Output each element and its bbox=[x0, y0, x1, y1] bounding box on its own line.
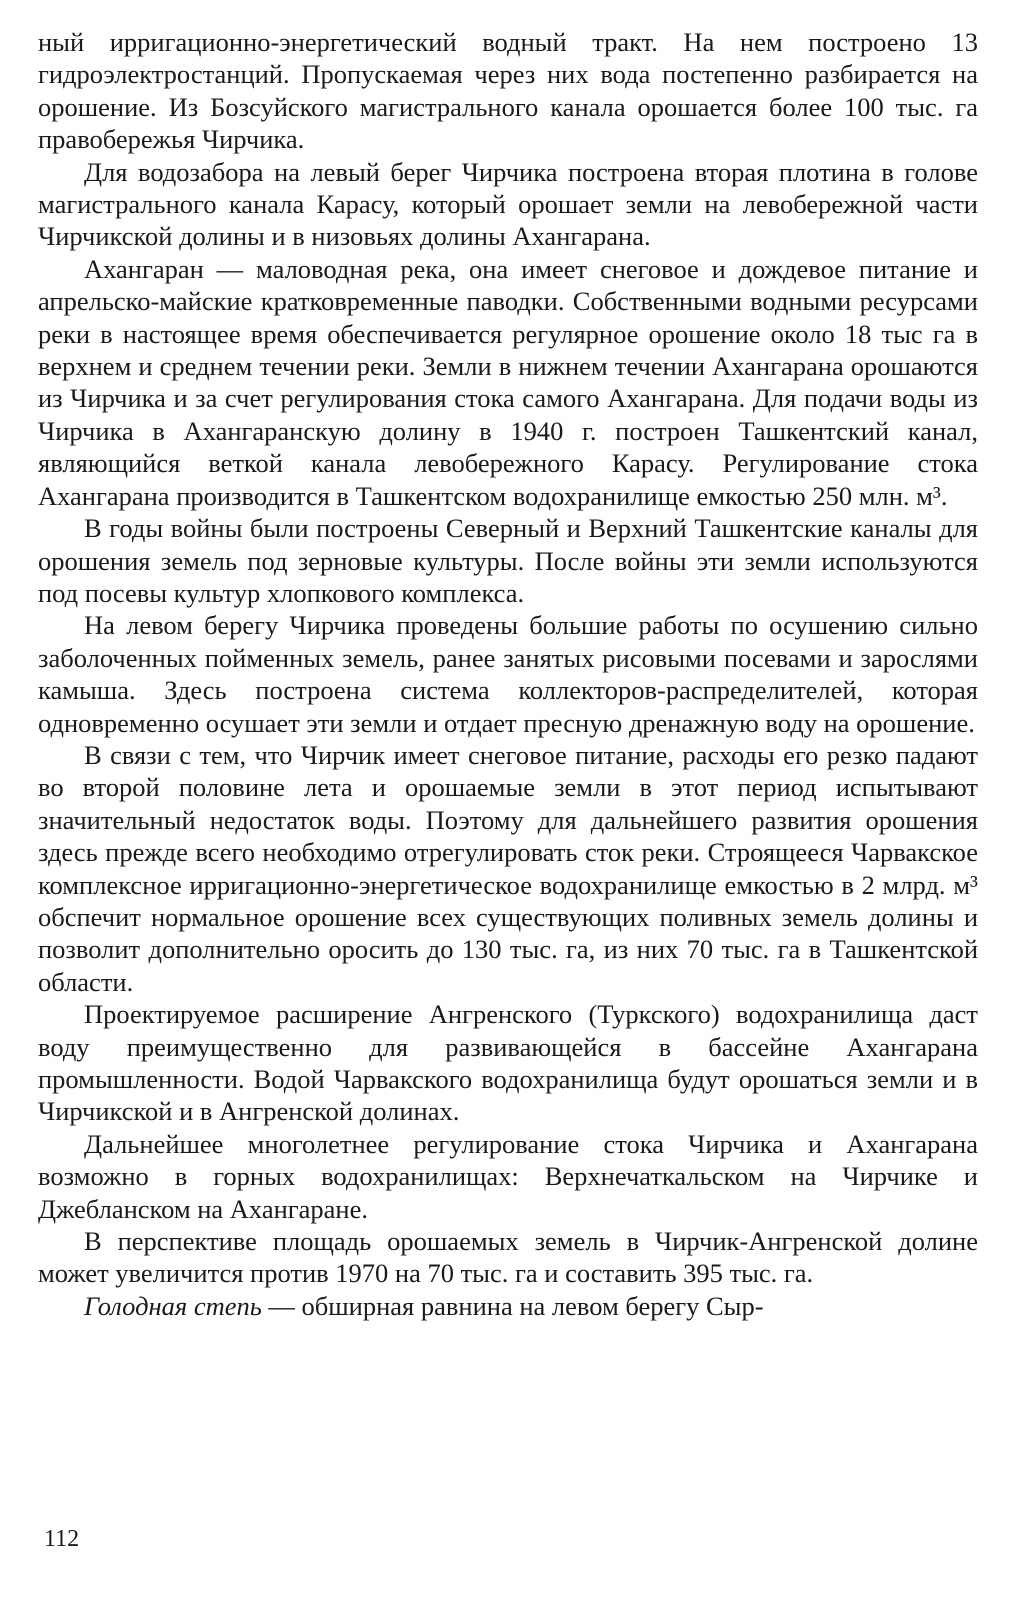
paragraph-4: На левом берегу Чирчика проведены большие работы по осушению сильно заболоченных пойменных земель, ранее занятых рисовыми посевами и зарослями камыша. Здесь построена система коллекторов-распределителей, которая одновременно осушает эти земли и отдает пресную дренажную воду на орошение. bbox=[38, 610, 978, 738]
paragraph-1: Для водозабора на левый берег Чирчика построена вторая плотина в голове магистрального канала Карасу, который орошает земли на левобережной части Чирчикской долины и в низовьях долины Ахангарана. bbox=[38, 156, 978, 252]
italic-term: Голодная степь bbox=[84, 1290, 262, 1321]
page-body bbox=[38, 26, 978, 1322]
paragraph-6: Проектируемое расширение Ангренского (Туркского) водохранилища даст воду преимущественно для развивающейся в бассейне Ахангарана промышленности. Водой Чарвакского водохранилища будут орошаться земли и в Чирчикской и в Ангренской долинах. bbox=[38, 999, 978, 1127]
paragraph-5: В связи с тем, что Чирчик имеет снеговое питание, расходы его резко падают во второй половине лета и орошаемые земли в этот период испытывают значительный недостаток воды. Поэтому для дальнейшего развития орошения здесь прежде всего необходимо отрегулировать сток реки. Строящееся Чарвакское комплексное ирригационно-энергетическое водохранилище емкостью в 2 млрд. м³ обспечит нормальное орошение всех существующих поливных земель долины и позволит дополнительно оросить до 130 тыс. га, из них 70 тыс. га в Ташкентской области. bbox=[38, 739, 978, 997]
paragraph-7: Дальнейшее многолетнее регулирование стока Чирчика и Ахангарана возможно в горных водохранилищах: Верхнечаткальском на Чирчике и Джебланском на Ахангаране. bbox=[38, 1128, 978, 1224]
paragraph-0: ный ирригационно-энергетический водный тракт. На нем построено 13 гидроэлектростанций. Пропускаемая через них вода постепенно разбирается на орошение. Из Бозсуйского магистрального канала орошается более 100 тыс. га правобережья Чирчика. bbox=[38, 27, 978, 155]
paragraph-9-text: — обширная равнина на левом берегу Сыр- bbox=[261, 1290, 764, 1321]
paragraph-8: В перспективе площадь орошаемых земель в Чирчик-Ангренской долине может увеличится против 1970 на 70 тыс. га и составить 395 тыс. га. bbox=[38, 1226, 978, 1289]
page-number: 112 bbox=[44, 1526, 80, 1552]
paragraph-3: В годы войны были построены Северный и Верхний Ташкентские каналы для орошения земель под зерновые культуры. После войны эти земли используются под посевы культур хлопкового комплекса. bbox=[38, 513, 978, 608]
paragraph-9 bbox=[38, 1290, 978, 1322]
paragraph-2: Ахангаран — маловодная река, она имеет снеговое и дождевое питание и апрельско-майские кратковременные паводки. Собственными водными ресурсами реки в настоящее время обеспечивается регулярное орошение около 18 тыс га в верхнем и среднем течении реки. Земли в нижнем течении Ахангарана орошаются из Чирчика и за счет регулирования стока самого Ахангарана. Для подачи воды из Чирчика в Ахангаранскую долину в 1940 г. построен Ташкентский канал, являющийся веткой канала левобережного Карасу. Регулирование стока Ахангарана производится в Ташкентском водохранилище емкостью 250 млн. м³. bbox=[38, 253, 978, 511]
